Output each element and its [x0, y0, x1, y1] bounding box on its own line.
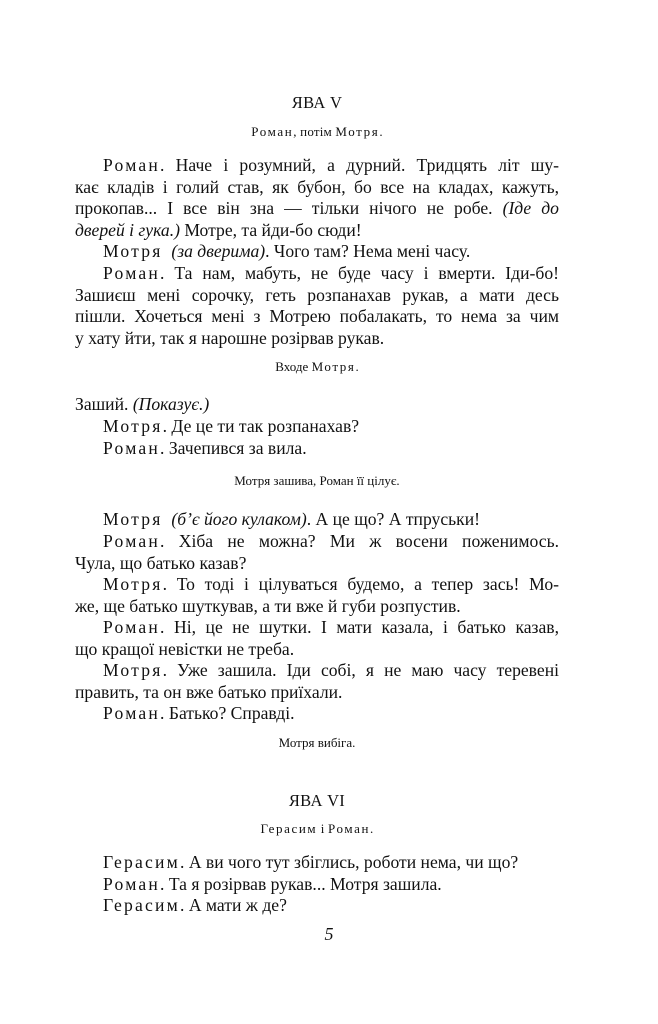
cast-name: Роман — [327, 821, 371, 836]
speech-line: Зашиєш мені сорочку, геть розпанахав рукав, а мати десь — [75, 284, 559, 305]
speaker-name: Герасим — [103, 852, 181, 872]
speech-line — [75, 703, 559, 725]
speech-block — [75, 852, 559, 874]
speaker-name: Мотря — [103, 574, 163, 594]
stage-direction-line — [75, 473, 559, 489]
speaker-name: Мотря — [103, 660, 163, 680]
speech-line — [75, 241, 559, 263]
speech-line — [75, 895, 559, 917]
speech-line: кає кладів і голий став, як бубон, бо все на кладах, кажуть, — [75, 176, 559, 197]
speaker-name: Мотря — [103, 241, 163, 261]
speaker-name: Роман — [103, 438, 161, 458]
cast-connector: і — [317, 821, 328, 836]
scene-cast — [75, 124, 559, 140]
speech-text: . А це що? А тпруськи! — [306, 509, 480, 529]
cast-name: Роман — [251, 124, 294, 139]
speech-text: . Де це ти так розпанахав? — [162, 416, 360, 436]
speech-block — [75, 394, 559, 416]
speech-block — [75, 241, 559, 263]
speech-line — [75, 531, 559, 553]
speech-line: же, ще батько шуткував, а ти вже й губи розпустив. — [75, 595, 461, 616]
cast-punct: . — [370, 821, 374, 836]
speech-text: прокопав... І все він зна — тільки нічого не робе. — [75, 198, 503, 219]
scene-title — [75, 791, 559, 811]
scene-title — [75, 93, 559, 113]
scene-cast — [75, 821, 559, 837]
speaker-name: Мотря — [103, 416, 163, 436]
speech-block — [75, 874, 559, 896]
speaker-name: Роман — [103, 874, 161, 894]
speech-line — [75, 874, 559, 896]
speech-line: пішли. Хочеться мені з Мотрею побалакать, то нема за чим — [75, 306, 559, 327]
stage-direction-line — [75, 359, 559, 375]
speaker-name: Герасим — [103, 895, 181, 915]
speech-line: що кращої невістки не треба. — [75, 638, 295, 659]
cast-name: Мотря — [311, 359, 356, 374]
scene-title-text: ЯВА VI — [288, 791, 346, 810]
speech-text: . Чого там? Нема мені часу. — [265, 241, 471, 261]
speech-line — [75, 574, 559, 596]
speaker-name: Мотря — [103, 509, 163, 529]
speech-line — [75, 416, 559, 438]
speech-text: . Уже зашила. Іди собі, я не маю часу теревені — [162, 660, 559, 680]
speech-line — [75, 198, 559, 220]
cast-name: Герасим — [260, 821, 318, 836]
speech-block — [75, 895, 559, 917]
stage-direction-line — [75, 735, 559, 751]
stage-direction: дверей і гука.) — [75, 219, 180, 240]
speech-line — [75, 155, 559, 177]
speaker-name: Роман — [103, 617, 161, 637]
speech-block — [75, 574, 559, 617]
speech-text: . Батько? Справді. — [160, 703, 295, 723]
speech-block — [75, 155, 559, 241]
speech-line — [75, 617, 559, 639]
stage-direction: (за дверима) — [171, 241, 266, 261]
speech-block — [75, 531, 559, 574]
speech-line — [75, 394, 559, 416]
speech-line: Чула, що батько казав? — [75, 552, 247, 573]
speech-block — [75, 438, 559, 460]
speech-text: . Хіба не можна? Ми ж восени поженимось. — [160, 531, 559, 551]
scene-title-text: ЯВА V — [291, 93, 343, 112]
stage-direction: (Іде до — [502, 198, 559, 219]
speech-text: . А мати ж де? — [180, 895, 287, 915]
speech-text: Мотре, та йди-бо сюди! — [179, 219, 362, 240]
speaker-name: Роман — [103, 155, 161, 175]
cast-punct: . — [379, 124, 383, 139]
stage-direction: (б’є його кулаком) — [171, 509, 307, 529]
speech-line — [75, 438, 559, 460]
speech-block — [75, 416, 559, 438]
speech-text: Заший. — [75, 394, 133, 414]
speech-block — [75, 509, 559, 531]
speech-block — [75, 660, 559, 703]
speech-line — [75, 263, 559, 285]
speech-text: . Та я розірвав рукав... Мотря зашила. — [160, 874, 442, 894]
speaker-name: Роман — [103, 531, 161, 551]
speech-line — [75, 852, 559, 874]
cast-name: Мотря — [335, 124, 380, 139]
stage-text: Мотря зашива, Роман її цілує. — [234, 473, 400, 488]
page-number: 5 — [324, 924, 334, 944]
speech-block — [75, 703, 559, 725]
stage-text: Мотря вибіга. — [278, 735, 356, 750]
speech-text: . Наче і розумний, а дурний. Тридцять літ шу- — [160, 155, 559, 175]
speech-block — [75, 263, 559, 349]
speech-line — [75, 509, 559, 531]
speaker-name: Роман — [103, 263, 161, 283]
speaker-name: Роман — [103, 703, 161, 723]
speech-line: у хату йти, так я нарошне розірвав рукав. — [75, 327, 385, 348]
speech-text: . Зачепився за вила. — [160, 438, 307, 458]
speech-block — [75, 617, 559, 660]
stage-text: Входе — [275, 359, 312, 374]
cast-connector: , потім — [293, 124, 336, 139]
speech-line — [75, 660, 559, 682]
speech-text: . Ні, це не шутки. І мати казала, і батько казав, — [160, 617, 559, 637]
speech-text: . А ви чого тут збіглись, роботи нема, чи що? — [180, 852, 519, 872]
speech-line — [75, 220, 559, 242]
speech-text: . Та нам, мабуть, не буде часу і вмерти. Іди-бо! — [160, 263, 559, 283]
speech-line: править, та он вже батько приїхали. — [75, 681, 343, 702]
stage-direction: (Показує.) — [132, 394, 210, 414]
speech-text: . То тоді і цілуваться будемо, а тепер зась! Мо- — [162, 574, 559, 594]
stage-punct: . — [355, 359, 359, 374]
